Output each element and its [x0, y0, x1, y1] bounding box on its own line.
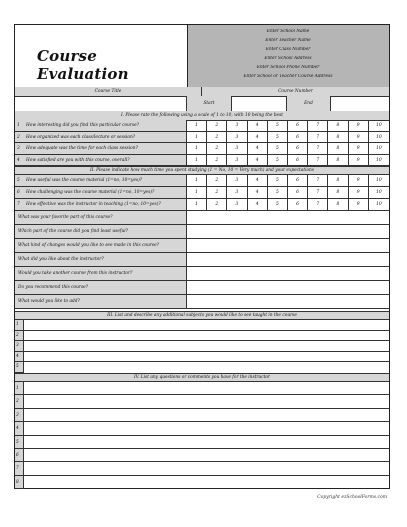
rating-option[interactable]: 6 — [288, 187, 308, 199]
rating-option[interactable]: 2 — [207, 143, 227, 155]
open-question-text: Would you take another course from this instructor? — [18, 271, 133, 276]
end-field[interactable] — [331, 96, 389, 111]
end-label: End — [304, 101, 313, 106]
rating-option[interactable]: 7 — [308, 155, 328, 167]
open-question-text: What kind of changes would you like to see made in this course? — [18, 243, 159, 248]
rating-option[interactable]: 1 — [187, 143, 207, 155]
list-number: 1 — [16, 386, 19, 391]
list-entry-field[interactable] — [24, 341, 389, 352]
rating-option[interactable]: 3 — [227, 132, 247, 144]
rating-option[interactable]: 2 — [207, 155, 227, 167]
course-number-label: Course Number — [278, 89, 313, 94]
list-entry-field[interactable] — [24, 409, 389, 422]
rating-option[interactable]: 7 — [308, 175, 328, 187]
rating-option[interactable]: 3 — [227, 143, 247, 155]
rating-option[interactable]: 10 — [369, 132, 389, 144]
question-text: How effective was the instructor in teaching (1=no, 10=yes)? — [26, 202, 161, 207]
question-number: 5 — [17, 178, 20, 183]
open-answer-field[interactable] — [187, 239, 389, 253]
open-answer-field[interactable] — [187, 211, 389, 225]
rating-option[interactable]: 1 — [187, 132, 207, 144]
rating-option[interactable]: 9 — [349, 199, 369, 211]
rating-option[interactable]: 8 — [328, 143, 348, 155]
rating-option[interactable]: 7 — [308, 199, 328, 211]
question-text: How organized was each class/lecture or session? — [26, 134, 136, 140]
rating-option[interactable]: 3 — [227, 187, 247, 199]
course-evaluation-form — [14, 24, 390, 489]
school-line: Enter Class Number — [265, 47, 311, 52]
question-number: 3 — [17, 146, 20, 151]
rating-option[interactable]: 5 — [268, 187, 288, 199]
question-text: How useful was the course material (1=no, 10=yes)? — [26, 178, 143, 183]
list-entry-field[interactable] — [24, 436, 389, 449]
list-number: 5 — [16, 364, 19, 370]
list-entry-field[interactable] — [24, 395, 389, 408]
rating-option[interactable]: 10 — [369, 155, 389, 167]
rating-option[interactable]: 4 — [248, 175, 268, 187]
rating-option[interactable]: 5 — [268, 175, 288, 187]
open-answer-field[interactable] — [187, 295, 389, 309]
rating-option[interactable]: 4 — [248, 199, 268, 211]
school-line: Enter Teacher Name — [265, 38, 311, 43]
start-field[interactable] — [232, 96, 287, 111]
rating-option[interactable]: 2 — [207, 175, 227, 187]
question-text: How satisfied are you with this course, overall? — [26, 157, 130, 163]
list-number: 7 — [16, 466, 19, 472]
rating-option[interactable]: 1 — [187, 120, 207, 132]
title-area — [15, 25, 187, 87]
rating-option[interactable]: 4 — [248, 132, 268, 144]
school-info-box — [187, 25, 389, 87]
school-line: Enter School Phone Number — [256, 65, 320, 70]
rating-option[interactable]: 3 — [227, 155, 247, 167]
open-answer-field[interactable] — [187, 267, 389, 281]
list-number: 5 — [16, 439, 19, 445]
rating-option[interactable]: 10 — [369, 199, 389, 211]
rating-option[interactable]: 10 — [369, 175, 389, 187]
rating-option[interactable]: 2 — [207, 187, 227, 199]
list-entry-field[interactable] — [24, 462, 389, 475]
rating-option[interactable]: 8 — [328, 199, 348, 211]
list-number: 3 — [16, 412, 19, 418]
rating-option[interactable]: 9 — [349, 187, 369, 199]
school-line: Enter School Address — [264, 56, 312, 61]
list-number: 4 — [16, 426, 19, 432]
rating-option[interactable]: 3 — [227, 120, 247, 132]
rating-option[interactable]: 9 — [349, 120, 369, 132]
rating-option[interactable]: 2 — [207, 120, 227, 132]
list-entry-field[interactable] — [24, 362, 389, 373]
rating-option[interactable]: 10 — [369, 120, 389, 132]
list-entry-field[interactable] — [24, 352, 389, 363]
open-answer-field[interactable] — [187, 225, 389, 239]
list-number: 3 — [16, 343, 19, 349]
list-number: 6 — [16, 453, 19, 458]
rating-option[interactable]: 7 — [308, 132, 328, 144]
footer-copyright: Copyright ezSchoolForms.com — [317, 495, 387, 500]
section4-heading-cell — [15, 373, 389, 382]
rating-option[interactable]: 2 — [207, 132, 227, 144]
course-number-label-cell — [202, 87, 389, 96]
rating-option[interactable]: 7 — [308, 143, 328, 155]
list-entry-field[interactable] — [24, 331, 389, 342]
rating-option[interactable]: 4 — [248, 187, 268, 199]
rating-option[interactable]: 5 — [268, 120, 288, 132]
start-label: Start — [203, 101, 215, 106]
question-number: 4 — [17, 157, 20, 163]
rating-option[interactable]: 10 — [369, 143, 389, 155]
rating-option[interactable]: 8 — [328, 187, 348, 199]
question-number: 7 — [17, 202, 20, 207]
rating-option[interactable]: 2 — [207, 199, 227, 211]
rating-option[interactable]: 6 — [288, 155, 308, 167]
open-answer-field[interactable] — [187, 253, 389, 267]
rating-option[interactable]: 3 — [227, 199, 247, 211]
list-entry-field[interactable] — [24, 422, 389, 435]
rating-option[interactable]: 1 — [187, 175, 207, 187]
rating-option[interactable]: 4 — [248, 143, 268, 155]
list-entry-field[interactable] — [24, 382, 389, 395]
rating-option[interactable]: 9 — [349, 175, 369, 187]
rating-option[interactable]: 6 — [288, 120, 308, 132]
start-label-cell — [187, 96, 232, 111]
rating-option[interactable]: 8 — [328, 155, 348, 167]
rating-option[interactable]: 4 — [248, 155, 268, 167]
section2-heading: II. Please indicate how much time you spent studying (1 = No, 10 = Very much) and your expectations — [89, 168, 315, 173]
rating-option[interactable]: 7 — [308, 187, 328, 199]
rating-option[interactable]: 5 — [268, 143, 288, 155]
section2-heading-cell — [15, 166, 389, 175]
list-number: 2 — [16, 332, 19, 338]
question-text: How challenging was the course material (1=no, 10=yes)? — [26, 190, 155, 195]
section4-heading: IV. List any questions or comments you have for the instructor — [134, 375, 270, 380]
question-text: How interesting did you find this particular course? — [26, 123, 140, 128]
form-title: Course Evaluation — [37, 47, 129, 83]
rating-option[interactable]: 6 — [288, 199, 308, 211]
school-line: Enter School Name — [266, 29, 310, 34]
course-title-field[interactable] — [15, 96, 187, 111]
rating-option[interactable]: 1 — [187, 155, 207, 167]
rating-option[interactable]: 8 — [328, 120, 348, 132]
question-number: 6 — [17, 190, 20, 195]
list-number: 4 — [16, 353, 19, 359]
open-question-text: What did you like about the instructor? — [18, 257, 104, 262]
rating-option[interactable]: 9 — [349, 155, 369, 167]
question-text: How adequate was the time for each class session? — [26, 146, 138, 151]
rating-option[interactable]: 10 — [369, 187, 389, 199]
course-title-label: Course Title — [94, 89, 122, 94]
rating-option[interactable]: 6 — [288, 132, 308, 144]
rating-option[interactable]: 8 — [328, 175, 348, 187]
section1-heading: I. Please rate the following using a scale of 1 to 10, with 10 being the best — [120, 113, 284, 118]
rating-option[interactable]: 5 — [268, 199, 288, 211]
rating-option[interactable]: 7 — [308, 120, 328, 132]
school-line: Enter School or Teacher Course Address — [243, 74, 333, 79]
rating-option[interactable]: 1 — [187, 199, 207, 211]
question-number: 2 — [17, 134, 20, 140]
rating-option[interactable]: 1 — [187, 187, 207, 199]
open-question-text: Which part of the course did you find least useful? — [18, 229, 128, 234]
rating-option[interactable]: 4 — [248, 120, 268, 132]
question-number: 1 — [17, 123, 20, 128]
list-number: 1 — [16, 322, 19, 327]
rating-option[interactable]: 6 — [288, 143, 308, 155]
end-label-cell — [287, 96, 331, 111]
course-title-label-cell — [15, 87, 202, 96]
rating-option[interactable]: 6 — [288, 175, 308, 187]
rating-option[interactable]: 5 — [268, 132, 288, 144]
rating-option[interactable]: 5 — [268, 155, 288, 167]
open-question-text: Do you recommend this course? — [18, 285, 89, 290]
rating-option[interactable]: 3 — [227, 175, 247, 187]
list-entry-field[interactable] — [24, 449, 389, 462]
rating-option[interactable]: 9 — [349, 143, 369, 155]
open-answer-field[interactable] — [187, 281, 389, 295]
list-entry-field[interactable] — [24, 476, 389, 489]
list-number: 2 — [16, 399, 19, 405]
rating-option[interactable]: 8 — [328, 132, 348, 144]
open-question-text: What was your favorite part of this course? — [18, 215, 113, 220]
section1-heading-cell — [15, 111, 389, 120]
open-question-text: What would you like to add? — [18, 299, 80, 304]
rating-option[interactable]: 9 — [349, 132, 369, 144]
list-number: 8 — [16, 479, 19, 485]
section3-heading-cell — [15, 311, 389, 320]
section3-heading: III. List and describe any additional subjects you would like to see taught in the course — [107, 313, 297, 318]
list-entry-field[interactable] — [24, 320, 389, 331]
